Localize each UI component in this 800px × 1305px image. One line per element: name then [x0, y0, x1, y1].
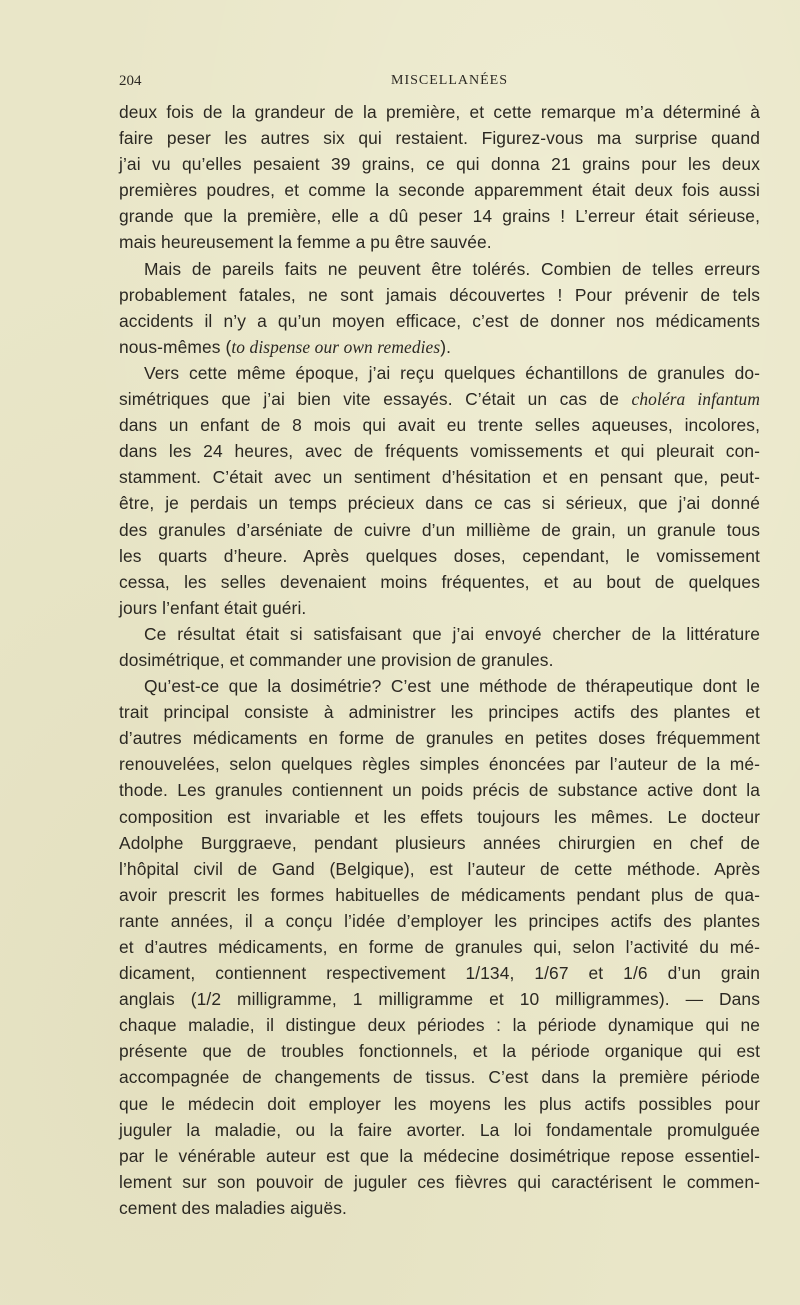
text-segment: être, je perdais un temps précieux dans ce cas si sérieux, que j’ai donné	[119, 493, 760, 514]
text-segment: et d’autres médicaments, en forme de granules qui, selon l’activité du mé-	[119, 937, 760, 957]
text-segment: d’autres médicaments en forme de granules en petites doses fréquemment	[119, 728, 760, 749]
text-segment: renouvelées, selon quelques règles simples énoncées par l’auteur de la mé-	[119, 754, 760, 775]
running-title: MISCELLANÉES	[391, 73, 508, 88]
text-line	[119, 1117, 760, 1143]
text-segment: accidents il n’y a qu’un moyen efficace, c’est de donner nos médicaments	[119, 310, 760, 331]
text-segment: simétriques que j’ai bien vite essayés. C’était un cas de	[119, 389, 632, 410]
text-segment: jours l’enfant était guéri.	[119, 597, 307, 618]
text-segment: avoir prescrit les formes habituelles de médicaments pendant plus de qua-	[119, 884, 760, 905]
text-segment: présente que de troubles fonctionnels, et la période organique qui est	[119, 1041, 760, 1062]
text-line	[119, 1091, 760, 1117]
page-header	[119, 73, 760, 93]
text-segment: faire peser les autres six qui restaient. Figurez-vous ma surprise quand	[119, 128, 760, 149]
text-segment: mais heureusement la femme a pu être sauvée.	[119, 232, 492, 253]
text-line	[119, 934, 760, 960]
text-line	[119, 882, 760, 908]
text-segment: cement des maladies aiguës.	[119, 1197, 347, 1218]
text-segment: stamment. C’était avec un sentiment d’hésitation et en pensant que, peut-	[119, 467, 760, 488]
text-line	[119, 725, 760, 751]
text-line	[119, 986, 760, 1012]
text-segment: Mais de pareils faits ne peuvent être tolérés. Combien de telles erreurs	[144, 258, 760, 279]
text-line	[119, 960, 760, 986]
text-line	[119, 282, 760, 308]
text-segment: trait principal consiste à administrer les principes actifs des plantes et	[119, 702, 760, 723]
italic-phrase: choléra infantum	[631, 389, 760, 410]
text-line	[119, 229, 760, 255]
text-line	[119, 647, 760, 673]
text-segment: des granules d’arséniate de cuivre d’un millième de grain, un granule tous	[119, 519, 760, 540]
text-line	[119, 490, 760, 516]
text-segment: premières poudres, et comme la seconde apparemment était deux fois aussi	[119, 180, 760, 201]
text-segment: j’ai vu qu’elles pesaient 39 grains, ce qui donna 21 grains pour les deux	[119, 154, 760, 175]
text-segment: dicament, contiennent respectivement 1/134, 1/67 et 1/6 d’un grain	[119, 963, 760, 984]
text-line	[119, 360, 760, 386]
text-line	[119, 830, 760, 856]
text-segment: chaque maladie, il distingue deux périodes : la période dynamique qui ne	[119, 1015, 760, 1036]
text-segment: cessa, les selles devenaient moins fréquentes, et au bout de quelques	[119, 571, 760, 592]
text-segment: les quarts d’heure. Après quelques doses, cependant, le vomissement	[119, 545, 760, 566]
text-line	[119, 412, 760, 438]
text-line	[119, 464, 760, 490]
text-segment: Vers cette même époque, j’ai reçu quelques échantillons de granules do-	[144, 362, 760, 383]
text-line	[119, 1195, 760, 1221]
text-segment: composition est invariable et les effets toujours les mêmes. Le docteur	[119, 806, 760, 827]
text-segment: rante années, il a conçu l’idée d’employer les principes actifs des plantes	[119, 910, 760, 931]
text-line	[119, 151, 760, 177]
text-segment: par le vénérable auteur est que la médecine dosimétrique repose essentiel-	[119, 1145, 760, 1166]
text-line	[119, 1143, 760, 1169]
text-line	[119, 203, 760, 229]
text-line	[119, 1169, 760, 1195]
text-line	[119, 621, 760, 647]
text-segment: dans un enfant de 8 mois qui avait eu trente selles aqueuses, incolores,	[119, 415, 760, 436]
text-line	[119, 125, 760, 151]
text-segment: deux fois de la grandeur de la première, et cette remarque m’a déterminé à	[119, 102, 760, 122]
text-line	[119, 543, 760, 569]
text-segment: anglais (1/2 milligramme, 1 milligramme et 10 milligrammes). — Dans	[119, 989, 760, 1010]
text-line	[119, 1038, 760, 1064]
text-segment: dosimétrique, et commander une provision de granules.	[119, 649, 554, 670]
text-segment: grande que la première, elle a dû peser 14 grains ! L’erreur était sérieuse,	[119, 206, 760, 227]
text-segment: juguler la maladie, ou la faire avorter. La loi fondamentale promulguée	[119, 1119, 760, 1140]
text-line	[119, 308, 760, 334]
text-segment: Adolphe Burggraeve, pendant plusieurs années chirurgien en chef de	[119, 832, 760, 853]
text-segment: lement sur son pouvoir de juguler ces fièvres qui caractérisent le commen-	[119, 1171, 760, 1192]
text-line	[119, 256, 760, 282]
text-line	[119, 751, 760, 777]
text-line	[119, 1012, 760, 1038]
text-line	[119, 1064, 760, 1090]
text-segment: nous-mêmes (	[119, 336, 232, 357]
text-line	[119, 386, 760, 412]
text-line	[119, 673, 760, 699]
text-segment: que le médecin doit employer les moyens les plus actifs possibles pour	[119, 1093, 760, 1114]
text-segment: l’hôpital civil de Gand (Belgique), est l’auteur de cette méthode. Après	[119, 858, 760, 879]
text-segment: Ce résultat était si satisfaisant que j’ai envoyé chercher de la littérature	[144, 623, 760, 644]
text-line	[119, 699, 760, 725]
text-line	[119, 569, 760, 595]
text-segment: dans les 24 heures, avec de fréquents vomissements et qui pleurait con-	[119, 441, 760, 462]
text-segment: thode. Les granules contiennent un poids précis de substance active dont la	[119, 780, 760, 801]
text-segment: probablement fatales, ne sont jamais découvertes ! Pour prévenir de tels	[119, 284, 760, 305]
text-line	[119, 517, 760, 543]
text-line	[119, 438, 760, 464]
text-line	[119, 804, 760, 830]
text-segment: ).	[440, 336, 452, 357]
text-line	[119, 595, 760, 621]
text-line	[119, 777, 760, 803]
text-line	[119, 856, 760, 882]
body-text	[119, 99, 760, 1221]
italic-phrase: to dispense our own remedies	[231, 336, 441, 357]
text-line	[119, 334, 760, 360]
text-line	[119, 908, 760, 934]
page-number: 204	[119, 73, 142, 89]
text-line	[119, 177, 760, 203]
text-line	[119, 99, 760, 125]
text-segment: accompagnée de changements de tissus. C’est dans la première période	[119, 1067, 760, 1088]
text-segment: Qu’est-ce que la dosimétrie? C’est une méthode de thérapeutique dont le	[144, 676, 760, 697]
